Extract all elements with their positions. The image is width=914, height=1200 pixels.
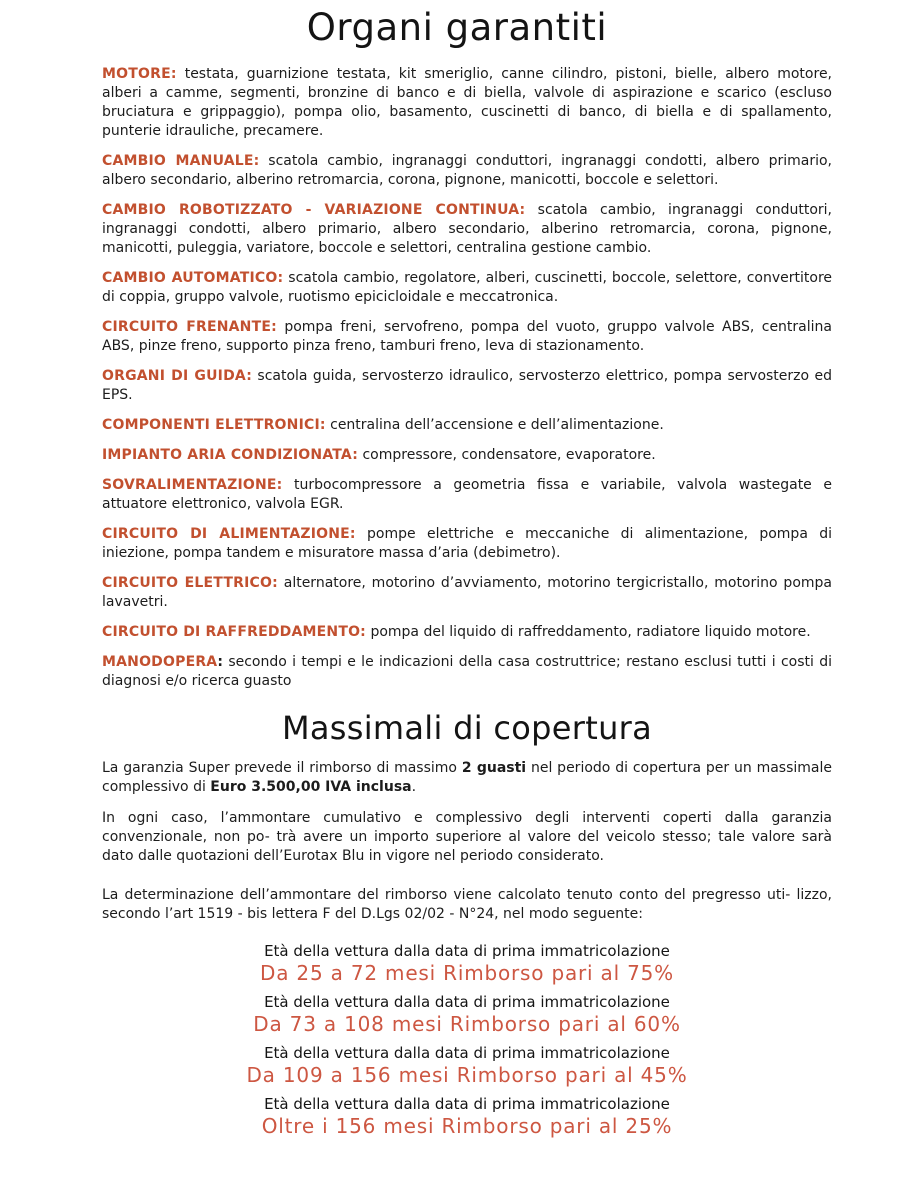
section-label: CIRCUITO FRENANTE: xyxy=(102,319,277,335)
section-text: pompa freni, servofreno, pompa del vuoto, gruppo valvole ABS, centralina ABS, pinze freno, supporto pinza freno, tamburi freno, leva di stazionamento. xyxy=(102,319,832,354)
section-text: scatola cambio, regolatore, alberi, cuscinetti, boccole, selettore, convertitore di coppia, gruppo valvole, ruotismo epicicloidale e meccatronica. xyxy=(102,270,833,305)
section-label: SOVRALIMENTAZIONE: xyxy=(102,477,283,493)
section-circuito-elettrico xyxy=(102,574,832,612)
coverage-paragraph-1 xyxy=(102,759,832,797)
section-label: CIRCUITO ELETTRICO: xyxy=(102,575,278,591)
section-label: MANODOPERA xyxy=(102,654,218,670)
section-label: CIRCUITO DI ALIMENTAZIONE: xyxy=(102,526,356,542)
coverage-p1-text: nel periodo di copertura per un massimale complessivo di xyxy=(102,760,832,795)
section-organi-di-guida xyxy=(102,367,832,405)
section-label: CAMBIO ROBOTIZZATO - VARIAZIONE CONTINUA: xyxy=(102,202,526,218)
coverage-p1-text: La garanzia Super prevede il rimborso di massimo xyxy=(102,760,462,776)
section-impianto-aria xyxy=(102,446,832,465)
section-label: COMPONENTI ELETTRONICI: xyxy=(102,417,326,433)
section-text: scatola guida, servosterzo idraulico, servosterzo elettrico, pompa servosterzo ed EPS. xyxy=(102,368,832,403)
coverage-p1-bold-guasti: 2 guasti xyxy=(461,760,527,776)
section-text: secondo i tempi e le indicazioni della casa costruttrice; restano esclusi tutti i costi di diagnosi e/o ricerca guasto xyxy=(102,654,833,689)
coverage-p1-bold-euro: Euro 3.500,00 IVA inclusa xyxy=(210,779,412,795)
section-text: pompa del liquido di raffreddamento, radiatore liquido motore. xyxy=(370,624,811,640)
coverage-paragraph-3: La determinazione dell’ammontare del rimborso viene calcolato tenuto conto del pregresso uti- lizzo, secondo l’art 1519 - bis lettera F del D.Lgs 02/02 - N°24, nel modo seguente: xyxy=(102,887,832,922)
section-text: scatola cambio, ingranaggi conduttori, ingranaggi condotti, albero primario, albero secondario, alberino retromarcia, corona, pignone, manicotti, puleggia, variatore, boccole e selettori, centralina gestione cambio. xyxy=(102,202,832,256)
section-cambio-robotizzato xyxy=(102,201,832,258)
section-label: MOTORE: xyxy=(102,66,177,82)
vehicle-age-line: Età della vettura dalla data di prima immatricolazione xyxy=(264,942,670,960)
section-text: turbocompressore a geometria fissa e variabile, valvola wastegate e attuatore elettronico, valvola EGR. xyxy=(102,477,832,512)
page-title: Organi garantiti xyxy=(306,6,608,49)
refund-rate-line: Da 25 a 72 mesi Rimborso pari al 75% xyxy=(260,961,674,985)
section-manodopera xyxy=(102,653,832,691)
section-cambio-manuale xyxy=(102,152,832,190)
section-circuito-raffreddamento xyxy=(102,623,832,642)
section-label: IMPIANTO ARIA CONDIZIONATA: xyxy=(102,447,359,463)
document-body xyxy=(102,65,832,1138)
section-componenti-elettronici xyxy=(102,416,832,435)
section-label: CIRCUITO DI RAFFREDDAMENTO: xyxy=(102,624,366,640)
section-label: CAMBIO AUTOMATICO: xyxy=(102,270,284,286)
section-label: CAMBIO MANUALE: xyxy=(102,153,260,169)
section-label-colon: : xyxy=(217,654,223,670)
section-cambio-automatico xyxy=(102,269,832,307)
section-text: compressore, condensatore, evaporatore. xyxy=(362,447,656,463)
coverage-title: Massimali di copertura xyxy=(281,709,653,747)
refund-schedule xyxy=(102,942,832,1138)
coverage-paragraph-2: In ogni caso, l’ammontare cumulativo e complessivo degli interventi coperti dalla garanzia convenzionale, non po- trà avere un importo superiore al valore del veicolo stesso; tale valore sarà dato dalle quotazioni dell’Eurotax Blu in vigore nel periodo considerato. xyxy=(102,810,832,864)
coverage-p1-text: . xyxy=(411,779,417,795)
section-text: pompe elettriche e meccaniche di alimentazione, pompa di iniezione, pompa tandem e misuratore massa d’aria (debimetro). xyxy=(102,526,832,561)
section-text: alternatore, motorino d’avviamento, motorino tergicristallo, motorino pompa lavavetri. xyxy=(102,575,832,610)
section-text: scatola cambio, ingranaggi conduttori, ingranaggi condotti, albero primario, albero secondario, alberino retromarcia, corona, pignone, manicotti, boccole e selettori. xyxy=(102,153,832,188)
section-sovralimentazione xyxy=(102,476,832,514)
section-label: ORGANI DI GUIDA: xyxy=(102,368,252,384)
refund-rate-line: Oltre i 156 mesi Rimborso pari al 25% xyxy=(261,1114,673,1138)
section-circuito-alimentazione xyxy=(102,525,832,563)
section-circuito-frenante xyxy=(102,318,832,356)
refund-rate-line: Da 73 a 108 mesi Rimborso pari al 60% xyxy=(253,1012,681,1036)
section-text: testata, guarnizione testata, kit smeriglio, canne cilindro, pistoni, bielle, albero motore, alberi a camme, segmenti, bronzine di banco e di biella, valvole di aspirazione e scarico (escluso bruciatura e grippaggio), pompa olio, basamento, cuscinetti di banco, di biella e di spallamento, punterie idrauliche, precamere. xyxy=(102,66,833,139)
vehicle-age-line: Età della vettura dalla data di prima immatricolazione xyxy=(264,1095,670,1113)
section-motore xyxy=(102,65,832,141)
section-text: centralina dell’accensione e dell’alimentazione. xyxy=(330,417,664,433)
vehicle-age-line: Età della vettura dalla data di prima immatricolazione xyxy=(264,1044,670,1062)
refund-rate-line: Da 109 a 156 mesi Rimborso pari al 45% xyxy=(246,1063,688,1087)
vehicle-age-line: Età della vettura dalla data di prima immatricolazione xyxy=(264,993,670,1011)
